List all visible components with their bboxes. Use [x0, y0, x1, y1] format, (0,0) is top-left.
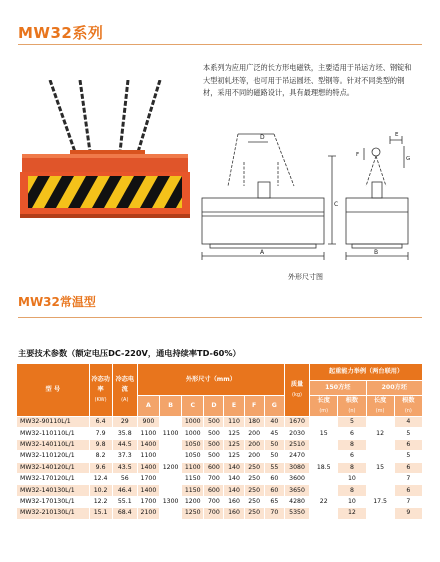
header-dim-g: G [264, 396, 284, 417]
header-current-unit: (A) [121, 397, 129, 403]
cell-a: 29 [112, 417, 137, 428]
cell-a: 46.4 [112, 485, 137, 496]
cell-a: 1700 [137, 473, 159, 484]
cell-c: 1100 [182, 462, 204, 473]
header-dim-f: F [244, 396, 264, 417]
cell-c: 1200 [182, 496, 204, 507]
cell-kw: 9.6 [89, 462, 112, 473]
spec-table [16, 363, 423, 520]
cell-f: 200 [244, 451, 264, 462]
cell-d: 500 [204, 417, 224, 428]
cell-kw: 15.1 [89, 508, 112, 519]
cell-n150: 8 [338, 485, 366, 496]
header-weight-label: 质量 [290, 381, 304, 388]
cell-f: 180 [244, 417, 264, 428]
cell-n150: 6 [338, 428, 366, 439]
header-cnt-150-unit: (n) [348, 408, 356, 414]
cell-f: 250 [244, 485, 264, 496]
header-len-150-label: 长度 [317, 397, 330, 404]
cell-b: 1300 [160, 485, 182, 519]
header-len-200-unit: (m) [375, 408, 385, 414]
header-len-150-unit: (m) [319, 408, 329, 414]
cell-d: 500 [204, 428, 224, 439]
cell-b: 1200 [160, 451, 182, 485]
cell-f: 200 [244, 428, 264, 439]
header-weight-unit: (kg) [292, 392, 303, 398]
cell-n150: 8 [338, 439, 366, 450]
cell-a: 1100 [137, 451, 159, 462]
cell-kw: 10.2 [89, 485, 112, 496]
table-row [17, 451, 423, 462]
cell-e: 160 [224, 496, 244, 507]
cell-a: 1400 [137, 439, 159, 450]
cell-b: 1100 [160, 417, 182, 451]
cell-model: MW32-140120L/1 [17, 462, 90, 473]
cell-g: 50 [264, 439, 284, 450]
cell-kw: 6.4 [89, 417, 112, 428]
lifting-magnet-photo [20, 80, 190, 230]
header-len-200-label: 长度 [373, 397, 387, 404]
spec-table-body [17, 417, 423, 520]
dim-label-g: G [406, 156, 411, 162]
header-cnt-150-label: 根数 [345, 397, 359, 404]
cell-d: 700 [204, 496, 224, 507]
dimension-drawing [196, 126, 422, 270]
cell-c: 1050 [182, 451, 204, 462]
cell-a: 43.5 [112, 462, 137, 473]
cell-kw: 8.2 [89, 451, 112, 462]
cell-d: 700 [204, 473, 224, 484]
table-row [17, 462, 423, 473]
cell-a: 1400 [137, 462, 159, 473]
diagram-caption: 外形尺寸图 [288, 273, 323, 281]
table-row [17, 417, 423, 428]
cell-c: 1000 [182, 417, 204, 428]
cell-d: 700 [204, 508, 224, 519]
cell-g: 55 [264, 462, 284, 473]
cell-kw: 9.8 [89, 439, 112, 450]
cell-a: 900 [137, 417, 159, 428]
cell-l150: 18.5 [310, 451, 338, 485]
cell-a: 56 [112, 473, 137, 484]
cell-a: 55.1 [112, 496, 137, 507]
header-cnt-200-unit: (n) [404, 408, 412, 414]
header-current [112, 364, 137, 417]
header-group-150: 150方坯 [310, 381, 366, 396]
cell-d: 600 [204, 462, 224, 473]
cell-g: 50 [264, 451, 284, 462]
header-dim-b: B [160, 396, 182, 417]
cell-model: MW32-90110L/1 [17, 417, 90, 428]
cell-l200: 15 [366, 451, 394, 485]
cell-model: MW32-140110L/1 [17, 439, 90, 450]
header-len-200 [366, 396, 394, 417]
cell-n200: 7 [394, 496, 422, 507]
cell-f: 250 [244, 496, 264, 507]
cell-n200: 6 [394, 439, 422, 450]
cell-c: 1000 [182, 428, 204, 439]
cell-e: 125 [224, 439, 244, 450]
cell-l200: 12 [366, 417, 394, 451]
cell-model: MW32-140130L/1 [17, 485, 90, 496]
cell-f: 200 [244, 439, 264, 450]
cell-g: 60 [264, 485, 284, 496]
cell-a: 1700 [137, 496, 159, 507]
cell-f: 250 [244, 508, 264, 519]
cell-d: 500 [204, 451, 224, 462]
product-description: 本系列为应用广泛的长方形电磁铁，主要适用于吊运方坯、钢锭和大型初轧坯等，也可用于吊运圆坯、型钢等。针对不同类型的钢材，采用不同的磁路设计，具有最理想的特点。 [203, 63, 412, 97]
cell-model: MW32-110110L/1 [17, 428, 90, 439]
header-weight [284, 364, 309, 417]
cell-kg: 2470 [284, 451, 309, 462]
cell-kg: 3080 [284, 462, 309, 473]
cell-l200: 17.5 [366, 485, 394, 519]
cell-e: 140 [224, 462, 244, 473]
header-len-150 [310, 396, 338, 417]
cell-e: 125 [224, 451, 244, 462]
cell-c: 1050 [182, 439, 204, 450]
header-current-label: 冷态电流 [115, 376, 135, 393]
cell-n150: 12 [338, 508, 366, 519]
header-lift: 起重能力举例（两台联用） [310, 364, 423, 381]
cell-n150: 8 [338, 462, 366, 473]
cell-n200: 5 [394, 451, 422, 462]
header-dims: 外形尺寸（mm） [137, 364, 284, 396]
cell-a: 37.3 [112, 451, 137, 462]
cell-kw: 12.2 [89, 496, 112, 507]
header-cnt-150 [338, 396, 366, 417]
front-view [202, 134, 339, 260]
table-row [17, 473, 423, 484]
cell-c: 1150 [182, 485, 204, 496]
table-row [17, 439, 423, 450]
dim-label-f: F [356, 152, 360, 158]
cell-g: 60 [264, 473, 284, 484]
cell-l150: 22 [310, 485, 338, 519]
cell-n150: 5 [338, 417, 366, 428]
cell-model: MW32-170130L/1 [17, 496, 90, 507]
header-dim-e: E [224, 396, 244, 417]
cell-g: 45 [264, 428, 284, 439]
table-row [17, 496, 423, 507]
cell-n200: 9 [394, 508, 422, 519]
top-divider [18, 44, 422, 45]
cell-e: 125 [224, 428, 244, 439]
cell-d: 500 [204, 439, 224, 450]
cell-g: 65 [264, 496, 284, 507]
cell-d: 600 [204, 485, 224, 496]
dim-label-c: C [334, 201, 339, 208]
cell-model: MW32-170120L/1 [17, 473, 90, 484]
header-power [89, 364, 112, 417]
cell-kg: 5350 [284, 508, 309, 519]
cell-n200: 5 [394, 428, 422, 439]
cell-kg: 3650 [284, 485, 309, 496]
header-dim-d: D [204, 396, 224, 417]
chain-icon [50, 80, 160, 152]
cell-n150: 10 [338, 473, 366, 484]
cell-kw: 12.4 [89, 473, 112, 484]
header-group-200: 200方坯 [366, 381, 422, 396]
cell-f: 250 [244, 462, 264, 473]
cell-a: 1400 [137, 485, 159, 496]
cell-kg: 1670 [284, 417, 309, 428]
cell-l150: 15 [310, 417, 338, 451]
dim-label-a: A [260, 249, 265, 256]
cell-kg: 3600 [284, 473, 309, 484]
header-model: 型 号 [17, 364, 90, 417]
header-power-unit: (KW) [94, 397, 107, 403]
dim-label-b: B [374, 249, 379, 256]
dim-label-e: E [395, 132, 399, 138]
mid-divider [18, 317, 422, 318]
cell-a: 44.5 [112, 439, 137, 450]
cell-g: 70 [264, 508, 284, 519]
table-row [17, 508, 423, 519]
series-title: MW32系列 [18, 24, 104, 42]
cell-c: 1250 [182, 508, 204, 519]
header-cnt-200-label: 根数 [402, 397, 415, 404]
cell-a: 1100 [137, 428, 159, 439]
table-row [17, 485, 423, 496]
cell-model: MW32-110120L/1 [17, 451, 90, 462]
cell-kg: 2510 [284, 439, 309, 450]
cell-kg: 4280 [284, 496, 309, 507]
cell-a: 68.4 [112, 508, 137, 519]
cell-c: 1150 [182, 473, 204, 484]
cell-e: 140 [224, 473, 244, 484]
cell-e: 140 [224, 485, 244, 496]
header-cnt-200 [394, 396, 422, 417]
cell-e: 110 [224, 417, 244, 428]
header-dim-c: C [182, 396, 204, 417]
cell-a: 2100 [137, 508, 159, 519]
subtitle: MW32常温型 [18, 295, 96, 309]
cell-e: 160 [224, 508, 244, 519]
cell-n150: 6 [338, 451, 366, 462]
cell-kg: 2030 [284, 428, 309, 439]
cell-kw: 7.9 [89, 428, 112, 439]
cell-n150: 10 [338, 496, 366, 507]
table-row [17, 428, 423, 439]
cell-n200: 7 [394, 473, 422, 484]
cell-f: 250 [244, 473, 264, 484]
cell-n200: 4 [394, 417, 422, 428]
cell-a: 35.8 [112, 428, 137, 439]
cell-n200: 6 [394, 485, 422, 496]
params-title: 主要技术参数（额定电压DC-220V，通电持续率TD-60%） [18, 348, 241, 358]
header-power-label: 冷态功率 [91, 376, 110, 393]
dim-label-d: D [260, 134, 265, 141]
cell-n200: 6 [394, 462, 422, 473]
cell-model: MW32-210130L/1 [17, 508, 90, 519]
cell-g: 40 [264, 417, 284, 428]
header-dim-a: A [137, 396, 159, 417]
